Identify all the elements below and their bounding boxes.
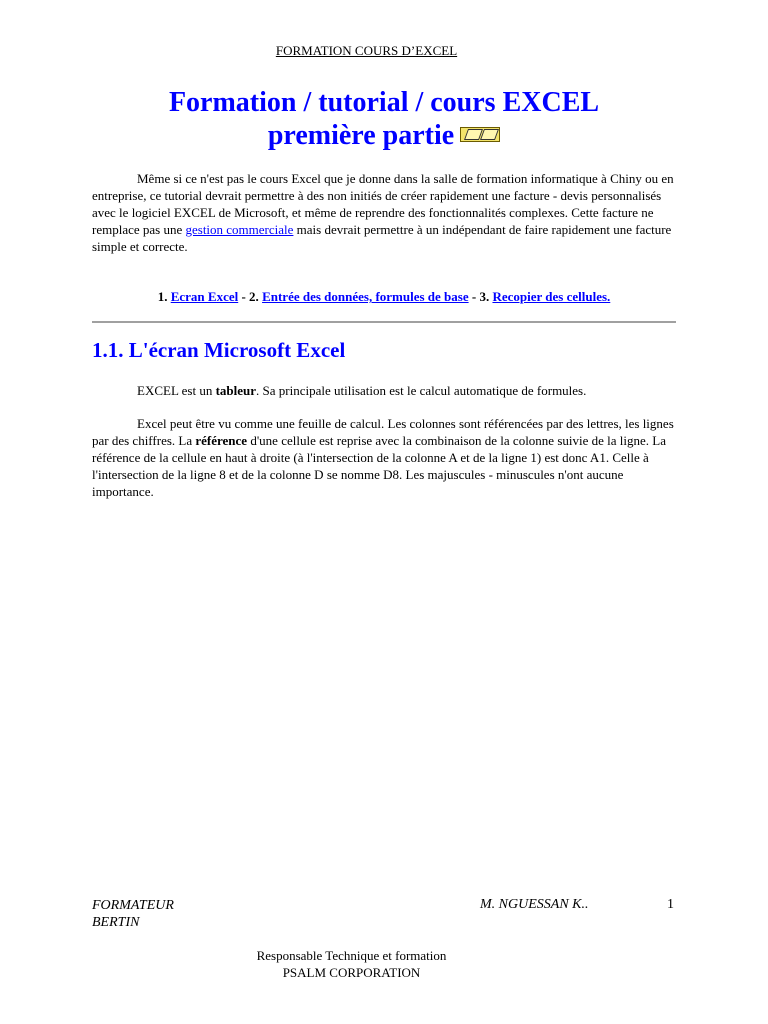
intro-paragraph (92, 170, 676, 255)
p2-text-2: d'une cellule est reprise avec la combinaison de la colonne suivie de la ligne. La référence de la cellule en haut à droite (à l'intersection de la colonne A et de la ligne 1) est donc A1. Celle à l'intersection de la ligne 8 et de la colonne D se nomme D8. Les majuscules - minuscules n'ont aucune importance. (92, 433, 666, 499)
footer-left-line-1: FORMATEUR (92, 898, 174, 913)
footer-trainer (92, 897, 174, 931)
gestion-commerciale-link[interactable]: gestion commerciale (185, 222, 294, 237)
nav-separator-1: - 2. (238, 289, 263, 304)
page-header: FORMATION COURS D’EXCEL (275, 43, 458, 58)
nav-link-recopier-cellules[interactable]: Recopier des cellules. (492, 289, 611, 304)
p1-bold-term: tableur (215, 383, 257, 398)
title-line-1: Formation / tutorial / cours EXCEL (168, 87, 600, 118)
footer-left-line-2: BERTIN (92, 915, 140, 930)
intro-text-2: mais devrait permettre à un indépendant de faire rapidement une facture simple et correcte. (92, 222, 672, 254)
horizontal-divider (92, 321, 676, 323)
nav-separator-2: - 3. (468, 289, 493, 304)
title-line-2: première partie (267, 120, 455, 151)
p1-text-2: . Sa principale utilisation est le calcul automatique de formules. (256, 383, 587, 398)
p2-bold-term: référence (195, 433, 248, 448)
p1-text-1: EXCEL est un (137, 383, 216, 398)
footer-organization (0, 947, 703, 981)
nav-link-entree-donnees[interactable]: Entrée des données, formules de base (262, 289, 469, 304)
paragraph-reference (92, 415, 676, 500)
page-number: 1 (667, 897, 674, 912)
section-heading: 1.1. L'écran Microsoft Excel (92, 338, 346, 362)
intro-text-1: Même si ce n'est pas le cours Excel que je donne dans la salle de formation informatique à Chiny ou en entreprise, ce tutorial devrait permettre à des non initiés de créer rapidement une facture - devis personnalisés avec le logiciel EXCEL de Microsoft, et même de reprendre des fonctionnalités complexes. Cette facture ne remplace pas une (92, 171, 674, 237)
footer-author: M. NGUESSAN K.. (480, 897, 589, 912)
paragraph-tableur (92, 382, 676, 399)
footer-bottom-line-1: Responsable Technique et formation (256, 948, 447, 963)
chapter-navigation (92, 289, 676, 305)
page-title (92, 86, 676, 152)
p2-text-1: Excel peut être vu comme une feuille de calcul. Les colonnes sont référencées par des lettres, les lignes par des chiffres. La (92, 416, 674, 448)
glasses-icon (460, 127, 500, 142)
footer-bottom-line-2: PSALM CORPORATION (282, 965, 421, 980)
nav-link-ecran-excel[interactable]: Ecran Excel (170, 289, 239, 304)
nav-number-1: 1. (157, 289, 171, 304)
